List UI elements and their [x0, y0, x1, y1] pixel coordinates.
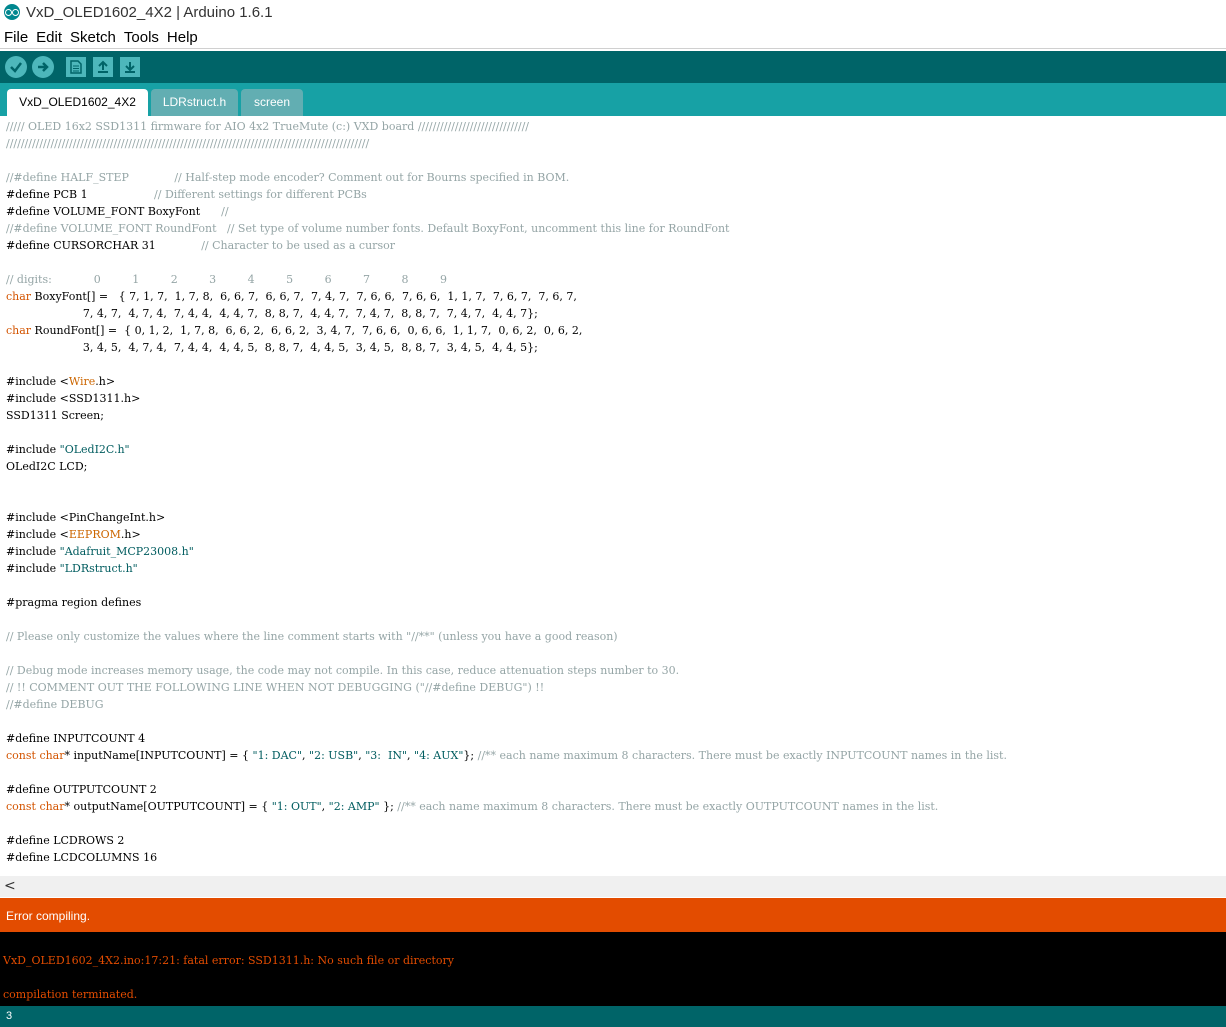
code-line: #include "OLedI2C.h" [6, 443, 130, 456]
title-bar [0, 0, 1226, 24]
line-status-bar [0, 1006, 1226, 1027]
menu-file[interactable]: File [4, 28, 29, 46]
code-line: ////////////////////////////////////////////////////////////////////////////////////////////////// [6, 137, 370, 150]
code-line: #include "Adafruit_MCP23008.h" [6, 545, 194, 558]
code-line: #pragma region defines [6, 596, 142, 609]
line-number: 3 [6, 1010, 13, 1022]
code-line: // !! COMMENT OUT THE FOLLOWING LINE WHEN NOT DEBUGGING ("//#define DEBUG") !! [6, 681, 545, 694]
upload-icon [36, 60, 50, 74]
code-editor[interactable] [0, 116, 1226, 876]
menu-sketch[interactable]: Sketch [70, 28, 116, 46]
tab-screen[interactable]: screen [241, 89, 303, 116]
console-line: compilation terminated. [3, 988, 138, 1001]
code-line: #define LCDROWS 2 [6, 834, 125, 847]
code-line: #define OUTPUTCOUNT 2 [6, 783, 157, 796]
code-line: #define VOLUME_FONT BoxyFont // [6, 205, 229, 218]
tab-ldrstruct-h[interactable]: LDRstruct.h [151, 89, 238, 116]
menu-bar [0, 26, 1226, 49]
status-message: Error compiling. [6, 909, 91, 923]
status-bar [0, 898, 1226, 932]
open-icon [96, 60, 110, 74]
open-button[interactable] [93, 57, 113, 77]
code-line: ///// OLED 16x2 SSD1311 firmware for AIO 4x2 TrueMute (c:) VXD board ////////////////////////////// [6, 120, 529, 133]
verify-button[interactable] [5, 56, 27, 78]
tab-vxd-oled1602-4x2[interactable]: VxD_OLED1602_4X2 [7, 89, 148, 116]
code-line: // Debug mode increases memory usage, the code may not compile. In this case, reduce attenuation steps number to 30. [6, 664, 680, 677]
verify-icon [9, 60, 23, 74]
code-line: char RoundFont[] = { 0, 1, 2, 1, 7, 8, 6, 6, 2, 6, 6, 2, 3, 4, 7, 7, 6, 6, 0, 6, 6, 1, 1, 7, 0, 6, 2, 0, 6, 2, [6, 324, 583, 337]
horizontal-scrollbar[interactable] [0, 876, 1226, 897]
code-line: #include <Wire.h> [6, 375, 116, 388]
code-line: #include <SSD1311.h> [6, 392, 141, 405]
new-button[interactable] [66, 57, 86, 77]
code-line: 7, 4, 7, 4, 7, 4, 7, 4, 4, 4, 4, 7, 8, 8, 7, 4, 4, 7, 7, 4, 7, 8, 8, 7, 7, 4, 7, 4, 4, 7}; [6, 307, 538, 320]
code-line: #define LCDCOLUMNS 16 [6, 851, 158, 864]
code-line: //#define VOLUME_FONT RoundFont // Set type of volume number fonts. Default BoxyFont, uncomment this line for RoundFont [6, 222, 730, 235]
new-icon [70, 60, 82, 74]
tab-bar [0, 83, 1226, 116]
code-line: #include "LDRstruct.h" [6, 562, 138, 575]
code-line: const char* inputName[INPUTCOUNT] = { "1: DAC", "2: USB", "3: IN", "4: AUX"}; //** each name maximum 8 characters. There must be exactly INPUTCOUNT names in the list. [6, 749, 1007, 762]
code-line: OLedI2C LCD; [6, 460, 88, 473]
menu-edit[interactable]: Edit [36, 28, 63, 46]
save-button[interactable] [120, 57, 140, 77]
code-line: // Please only customize the values where the line comment starts with "//**" (unless you have a good reason) [6, 630, 618, 643]
menu-tools[interactable]: Tools [123, 28, 159, 46]
code-line: #define INPUTCOUNT 4 [6, 732, 146, 745]
console-output[interactable] [0, 932, 1226, 1006]
console-line: VxD_OLED1602_4X2.ino:17:21: fatal error: SSD1311.h: No such file or directory [3, 954, 454, 967]
toolbar [0, 51, 1226, 83]
code-line: #include <PinChangeInt.h> [6, 511, 166, 524]
code-line: //#define HALF_STEP // Half-step mode encoder? Comment out for Bourns specified in BOM. [6, 171, 570, 184]
scroll-left-icon[interactable]: < [4, 878, 16, 894]
code-line: char BoxyFont[] = { 7, 1, 7, 1, 7, 8, 6, 6, 7, 6, 6, 7, 7, 4, 7, 7, 6, 6, 7, 6, 6, 1, 1, 7, 7, 6, 7, 7, 6, 7, [6, 290, 577, 303]
code-line: #include <EEPROM.h> [6, 528, 141, 541]
code-line: SSD1311 Screen; [6, 409, 104, 422]
code-line: //#define DEBUG [6, 698, 104, 711]
window-title: VxD_OLED1602_4X2 | Arduino 1.6.1 [26, 3, 273, 21]
code-line: 3, 4, 5, 4, 7, 4, 7, 4, 4, 4, 4, 5, 8, 8, 7, 4, 4, 5, 3, 4, 5, 8, 8, 7, 3, 4, 5, 4, 4, 5}; [6, 341, 538, 354]
arduino-logo-icon [4, 4, 20, 20]
menu-help[interactable]: Help [166, 28, 198, 46]
code-line: #define PCB 1 // Different settings for different PCBs [6, 188, 367, 201]
code-line: // digits: 0 1 2 3 4 5 6 7 8 9 [6, 273, 447, 286]
upload-button[interactable] [32, 56, 54, 78]
code-line: #define CURSORCHAR 31 // Character to be used as a cursor [6, 239, 395, 252]
save-icon [123, 60, 137, 74]
code-line: const char* outputName[OUTPUTCOUNT] = { "1: OUT", "2: AMP" }; //** each name maximum 8 characters. There must be exactly OUTPUTCOUNT names in the list. [6, 800, 939, 813]
